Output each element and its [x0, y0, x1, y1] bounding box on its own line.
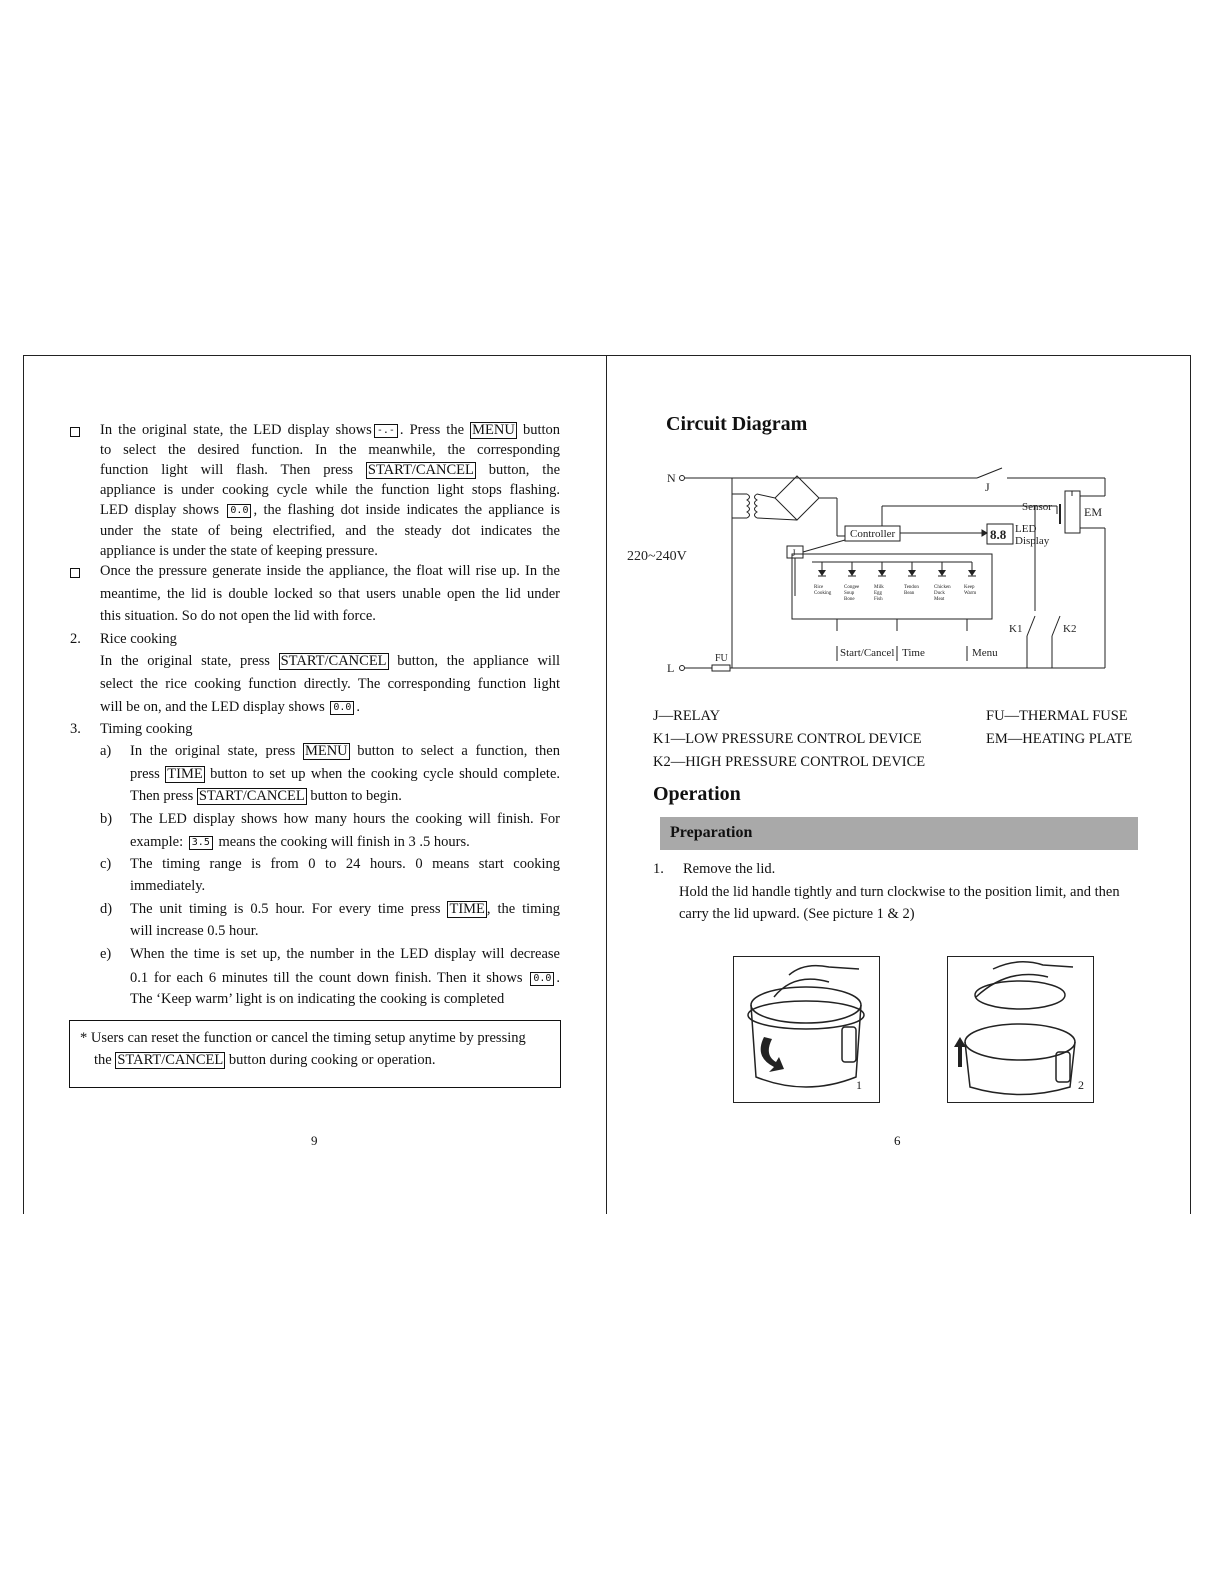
rectifier-bridge	[775, 476, 819, 520]
relay-switch-j	[977, 468, 1002, 478]
cooker-lift-lid-icon	[948, 957, 1093, 1102]
item3e-line3: The ‘Keep warm’ light is on indicating the cooking is completed	[130, 991, 505, 1007]
note-line2: the START/CANCEL button during cooking or operation.	[94, 1052, 436, 1068]
bullet2-line2: meantime, the lid is double locked so that users unable open the lid under	[100, 586, 560, 602]
em-label: EM	[1084, 505, 1102, 519]
bullet2-line1: Once the pressure generate inside the appliance, the float will rise up. In the	[100, 563, 560, 579]
start-cancel-label: START/CANCEL	[280, 653, 387, 669]
item3a-line3: Then press START/CANCEL button to begin.	[130, 788, 402, 804]
item3d-line2: will increase 0.5 hour.	[130, 923, 259, 939]
note-box	[69, 1020, 561, 1088]
item3e-mark: e)	[100, 946, 112, 962]
legend-fu: FU—THERMAL FUSE	[986, 708, 1128, 724]
bullet1-line6: under the state of being electrified, and the steady dot indicates the	[100, 523, 560, 539]
item3d-line1: The unit timing is 0.5 hour. For every time press TIME , the timing	[130, 901, 560, 917]
start-cancel-label: START/CANCEL	[117, 1052, 224, 1068]
controller-label: Controller	[850, 528, 896, 540]
left-page	[24, 356, 606, 1214]
item3c-line1: The timing range is from 0 to 24 hours. 0 means start cooking	[130, 856, 560, 872]
function-label: Bone	[844, 597, 855, 602]
step1-line2: carry the lid upward. (See picture 1 & 2)	[679, 906, 915, 922]
bullet2-line3: this situation. So do not open the lid with force.	[100, 608, 376, 624]
l-terminal	[680, 666, 685, 671]
item2-number: 2.	[70, 631, 81, 647]
legend-k1: K1—LOW PRESSURE CONTROL DEVICE	[653, 731, 922, 747]
function-label: Keep	[964, 585, 975, 590]
legend-k2: K2—HIGH PRESSURE CONTROL DEVICE	[653, 754, 926, 770]
item3c-line2: immediately.	[130, 878, 206, 894]
item3a-line1: In the original state, press MENU button to select a function, then	[130, 743, 560, 759]
page-number-left: 9	[311, 1133, 318, 1148]
item3a-line2: press TIME button to set up when the cooking cycle should complete.	[130, 766, 561, 782]
bullet1-line3: function light will flash. Then press START/CANCEL button, the	[100, 462, 561, 478]
item3e-line1: When the time is set up, the number in the LED display will decrease	[130, 946, 560, 962]
function-label: Cooking	[814, 591, 832, 596]
preparation-bar	[660, 817, 1138, 850]
time-switch-label: Time	[902, 647, 925, 659]
note-line1: * Users can reset the function or cancel the timing setup anytime by pressing	[80, 1030, 526, 1046]
bullet1-line4: appliance is under cooking cycle while the function light stops flashing.	[100, 482, 560, 498]
start-cancel-switch-label: Start/Cancel	[840, 647, 895, 659]
item3-title: Timing cooking	[100, 721, 193, 737]
picture-2-label: 2	[1078, 1078, 1084, 1092]
step1-number: 1.	[653, 861, 664, 877]
item2-title: Rice cooking	[100, 631, 177, 647]
item3a-mark: a)	[100, 743, 112, 759]
n-label: N	[667, 471, 676, 485]
led-diode-icon	[848, 570, 856, 576]
item2-line1: In the original state, press START/CANCEL button, the appliance will	[100, 653, 561, 669]
bullet1-line1: In the original state, the LED display shows -.- . Press the MENU button	[100, 422, 561, 438]
led-three-five-icon: 3.5	[189, 836, 213, 850]
bullet-square-icon	[70, 568, 80, 578]
heating-plate-em	[1065, 491, 1080, 533]
led-zero-icon: 0.0	[227, 504, 251, 518]
j-switch-label: J	[985, 480, 990, 494]
item3b-line1: The LED display shows how many hours the cooking will finish. For	[130, 811, 560, 827]
function-label: Meat	[934, 597, 945, 602]
picture-1-label: 1	[856, 1078, 862, 1092]
preparation-label: Preparation	[670, 824, 753, 841]
function-label: Fish	[874, 597, 883, 602]
led-diode-icon	[968, 570, 976, 576]
picture-1	[733, 956, 880, 1103]
function-label: Duck	[934, 591, 945, 596]
led-dash-icon: -.-	[374, 424, 398, 438]
led-zero-icon: 0.0	[530, 972, 554, 986]
sensor-label: Sensor	[1022, 501, 1052, 513]
right-page	[607, 356, 1190, 1214]
led-diode-icon	[908, 570, 916, 576]
bullet1-line5: LED display shows 0.0 , the flashing dot inside indicates the appliance is	[100, 502, 560, 518]
step1-line1: Hold the lid handle tightly and turn clockwise to the position limit, and then	[679, 884, 1120, 900]
function-label: Chicken	[934, 585, 951, 590]
cooker-turn-lid-icon	[734, 957, 879, 1102]
k2-label: K2	[1063, 623, 1077, 635]
bullet-square-icon	[70, 427, 80, 437]
fuse-fu	[712, 665, 730, 671]
menu-button-label: MENU	[304, 743, 348, 759]
item3b-mark: b)	[100, 811, 113, 827]
function-label: Rice	[814, 585, 824, 590]
start-cancel-label: START/CANCEL	[367, 462, 474, 478]
function-label: Tendon	[904, 585, 919, 590]
led-digits: 8.8	[990, 527, 1007, 542]
function-label: Bean	[904, 591, 915, 596]
menu-switch-label: Menu	[972, 647, 998, 659]
led-diode-icon	[818, 570, 826, 576]
manual-spread	[23, 355, 1191, 1214]
item3-number: 3.	[70, 721, 81, 737]
time-button-label: TIME	[449, 901, 485, 917]
led-zero-icon: 0.0	[330, 701, 354, 715]
circuit-diagram-title: Circuit Diagram	[666, 413, 808, 435]
voltage-label: 220~240V	[627, 549, 687, 564]
l-label: L	[667, 661, 675, 675]
relay-box-label: J	[792, 548, 796, 558]
page-number-right: 6	[894, 1133, 901, 1148]
menu-button-label: MENU	[472, 422, 515, 438]
function-diodes	[814, 562, 976, 602]
operation-title: Operation	[653, 783, 741, 805]
fu-label: FU	[715, 653, 728, 664]
time-button-label: TIME	[167, 766, 203, 782]
item3d-mark: d)	[100, 901, 113, 917]
function-label: Soup	[844, 591, 855, 596]
n-terminal	[680, 476, 685, 481]
function-label: Egg	[874, 591, 883, 596]
item2-line2: select the rice cooking function directly. The corresponding function light	[100, 676, 560, 692]
led-label-line1: LED	[1015, 523, 1037, 535]
item3b-line2: example: 3.5 means the cooking will finish in 3 .5 hours.	[130, 834, 470, 850]
legend-em: EM—HEATING PLATE	[986, 731, 1133, 747]
led-diode-icon	[878, 570, 886, 576]
item3e-line2: 0.1 for each 6 minutes till the count down finish. Then it shows 0.0 .	[130, 970, 560, 986]
legend-j: J—RELAY	[653, 708, 721, 724]
function-label: Warm	[964, 591, 977, 596]
start-cancel-label: START/CANCEL	[198, 788, 305, 804]
bullet1-line2: to select the desired function. In the meanwhile, the corresponding	[100, 442, 560, 458]
step1-title: Remove the lid.	[683, 861, 776, 877]
function-label: Congee	[844, 585, 860, 590]
function-label: Milk	[874, 585, 884, 590]
circuit-diagram	[627, 466, 1147, 686]
k1-label: K1	[1009, 623, 1023, 635]
bullet1-line7: appliance is under the state of keeping pressure.	[100, 543, 378, 559]
item3c-mark: c)	[100, 856, 112, 872]
picture-2	[947, 956, 1094, 1103]
item2-line3: will be on, and the LED display shows 0.0 .	[100, 699, 361, 715]
led-label-line2: Display	[1015, 535, 1050, 547]
led-diode-icon	[938, 570, 946, 576]
